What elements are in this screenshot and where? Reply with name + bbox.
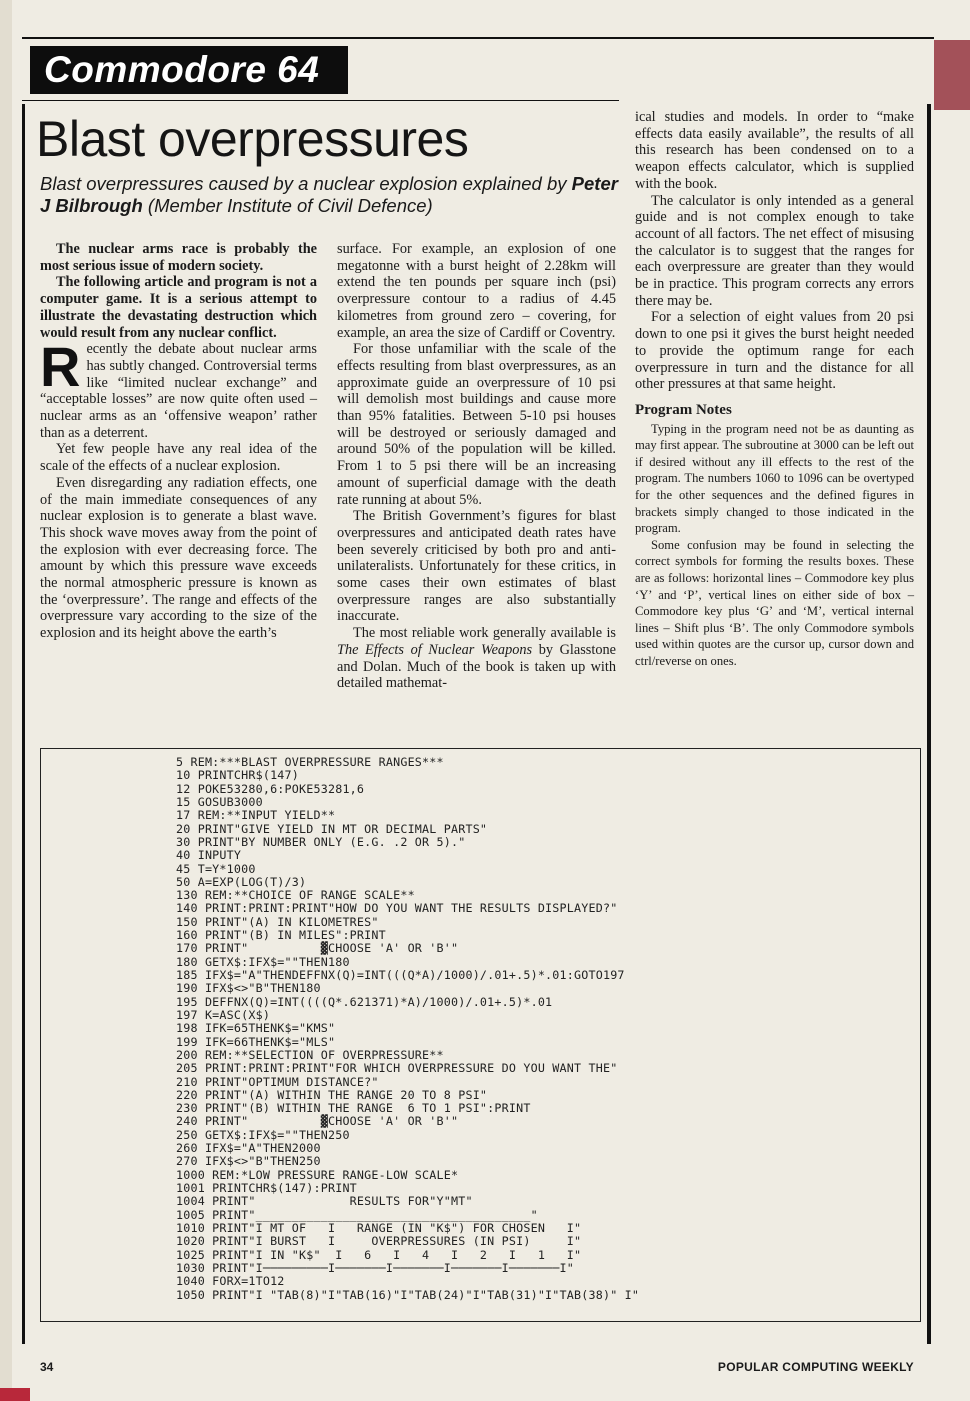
standfirst-text: Blast overpressures caused by a nuclear explosion explained by bbox=[40, 173, 567, 194]
listing-line: 197 K=ASC(X$) bbox=[176, 1007, 271, 1022]
program-listing bbox=[176, 756, 639, 1302]
listing-line: 140 PRINT:PRINT:PRINT"HOW DO YOU WANT THE RESULTS DISPLAYED?" bbox=[176, 901, 618, 916]
listing-line: 198 IFK=65THENK$="KMS" bbox=[176, 1021, 336, 1036]
listing-line: 180 GETX$:IFX$=""THEN180 bbox=[176, 954, 350, 969]
listing-line: 20 PRINT"GIVE YIELD IN MT OR DECIMAL PARTS" bbox=[176, 821, 488, 836]
listing-line: 220 PRINT"(A) WITHIN THE RANGE 20 TO 8 PSI" bbox=[176, 1087, 488, 1102]
listing-line: 270 IFX$<>"B"THEN250 bbox=[176, 1154, 321, 1169]
listing-line: 1025 PRINT"I IN "K$" I 6 I 4 I 2 I 1 I" bbox=[176, 1247, 582, 1262]
body-paragraph: The British Government’s figures for blast overpressures and anticipated death rates have been severely criticised by both pro and anti-unilateralists. Unfortunately for these critics, in some cases their own estimates of blast overpressure ranges are also substantially inaccurate. bbox=[337, 508, 616, 625]
body-paragraph: For a selection of eight values from 20 psi down to one psi it gives the burst height needed to provide the optimum range for each overpressure in turn and the distance for all other pressures at that same height. bbox=[635, 309, 914, 393]
book-title: The Effects of Nuclear Weapons bbox=[337, 641, 533, 658]
listing-line: 50 A=EXP(LOG(T)/3) bbox=[176, 874, 307, 889]
listing-line: 1040 FORX=1TO12 bbox=[176, 1274, 285, 1289]
listing-line: 195 DEFFNX(Q)=INT((((Q*.621371)*A)/1000)/.01+.5)*.01 bbox=[176, 994, 553, 1009]
page-number: 34 bbox=[40, 1360, 54, 1374]
notes-paragraph: Typing in the program need not be as daunting as may first appear. The subroutine at 3000 can be left out if desired without any ill effects to the rest of the program. The numbers 1060 to 1096 can be overtyped for the other sequences and the defined figures in brackets simply changed to those indicated in the program. bbox=[635, 421, 914, 536]
page-edge bbox=[0, 0, 12, 1401]
lead-paragraph: The nuclear arms race is probably the most serious issue of modern society. bbox=[40, 241, 317, 274]
article-column-2 bbox=[337, 241, 616, 692]
body-paragraph: The calculator is only intended as a general guide and is not complex enough to take account of all factors. The net effect of misusing the calculator is to suggest that the ranges for each overpressure are greater than they would be in practice. This program corrects any errors there may be. bbox=[635, 192, 914, 309]
listing-line: 5 REM:***BLAST OVERPRESSURE RANGES*** bbox=[176, 755, 444, 769]
body-paragraph: Even disregarding any radiation effects, one of the main immediate consequences of any nuclear explosion is to generate a blast wave. This shock wave moves away from the point of the explosion with ever decreasing force. The amount by which this pressure wave exceeds the normal atmospheric pressure is known as the ‘overpressure’. The range and effects of the overpressure vary according to the size of the explosion and its height above the earth’s bbox=[40, 474, 317, 642]
lead-paragraph: The following article and program is not a computer game. It is a serious attempt to illustrate the devastating destruction which would result from any nuclear conflict. bbox=[40, 274, 317, 341]
listing-line: 130 REM:**CHOICE OF RANGE SCALE** bbox=[176, 888, 415, 903]
listing-line: 1005 PRINT"______________________________________" bbox=[176, 1207, 538, 1222]
author-affiliation: (Member Institute of Civil Defence) bbox=[147, 195, 433, 216]
top-rule bbox=[22, 37, 934, 39]
adjacent-page-bleed bbox=[934, 40, 970, 110]
listing-line: 1010 PRINT"I MT OF I RANGE (IN "K$") FOR CHOSEN I" bbox=[176, 1220, 582, 1235]
listing-line: 12 POKE53280,6:POKE53281,6 bbox=[176, 781, 365, 796]
body-text: The most reliable work generally available is bbox=[353, 625, 616, 642]
listing-line: 10 PRINTCHR$(147) bbox=[176, 768, 300, 783]
body-paragraph bbox=[337, 625, 616, 692]
body-paragraph: For those unfamiliar with the scale of the effects resulting from blast overpressures, as an approximate guide an overpressure of 10 psi will demolish most buildings and cause more than 95% fatalities. Between 5-10 psi houses will be destroyed or seriously damaged and around 50% of the population will be killed. From 1 to 5 psi there will be an increasing amount of superficial damage with the death rate running at about 5%. bbox=[337, 341, 616, 508]
listing-line: 190 IFX$<>"B"THEN180 bbox=[176, 981, 321, 996]
listing-line: 1000 REM:*LOW PRESSURE RANGE-LOW SCALE* bbox=[176, 1167, 459, 1182]
listing-line: 40 INPUTY bbox=[176, 848, 242, 863]
listing-line: 160 PRINT"(B) IN MILES":PRINT bbox=[176, 928, 386, 943]
article-column-3 bbox=[635, 109, 914, 670]
program-notes bbox=[635, 421, 914, 670]
listing-line: 240 PRINT" ▓CHOOSE 'A' OR 'B'" bbox=[176, 1114, 459, 1129]
body-paragraph: ical studies and models. In order to “make effects data easily available”, the results of all this research has been condensed on to a weapon effects calculator, which is supplied with the book. bbox=[635, 109, 914, 192]
drop-cap: R bbox=[40, 335, 81, 399]
author-name: Peter J Bilbrough bbox=[40, 173, 618, 216]
article-column-1 bbox=[40, 241, 317, 642]
listing-line: 15 GOSUB3000 bbox=[176, 794, 263, 809]
body-paragraph: Yet few people have any real idea of the scale of the effects of a nuclear explosion. bbox=[40, 441, 317, 475]
listing-line: 1020 PRINT"I BURST I OVERPRESSURES (IN PSI) I" bbox=[176, 1234, 582, 1249]
listing-line: 205 PRINT:PRINT:PRINT"FOR WHICH OVERPRESSURE DO YOU WANT THE" bbox=[176, 1061, 618, 1076]
listing-line: 200 REM:**SELECTION OF OVERPRESSURE** bbox=[176, 1047, 444, 1062]
listing-line: 30 PRINT"BY NUMBER ONLY (E.G. .2 OR 5)." bbox=[176, 834, 466, 849]
listing-line: 1050 PRINT"I "TAB(8)"I"TAB(16)"I"TAB(24)"I"TAB(31)"I"TAB(38)" I" bbox=[176, 1287, 640, 1302]
body-paragraph bbox=[40, 335, 317, 441]
article-rule bbox=[22, 100, 619, 101]
body-paragraph: surface. For example, an explosion of one megatonne with a burst height of 2.28km will extend the ten pounds per square inch (psi) overpressure contour to a radius of 4.45 kilometres from ground zero – covering, for example, an area the size of Cardiff or Coventry. bbox=[337, 241, 616, 341]
left-border-bar bbox=[22, 104, 25, 1344]
headline: Blast overpressures bbox=[36, 111, 469, 167]
magazine-name: POPULAR COMPUTING WEEKLY bbox=[717, 1360, 914, 1374]
body-text: ecently the debate about nuclear arms has subtly changed. Controversial terms like “limited nuclear exchange” and “acceptable losses” are now quite often used – nuclear arms as an ‘offensive weapon’ rather than as a deterrent. bbox=[40, 341, 317, 441]
listing-line: 150 PRINT"(A) IN KILOMETRES" bbox=[176, 914, 379, 929]
listing-line: 1030 PRINT"I─────────I───────I───────I───────I───────I" bbox=[176, 1260, 575, 1275]
section-banner: Commodore 64 bbox=[30, 46, 348, 94]
right-border-bar bbox=[927, 104, 931, 1344]
listing-line: 199 IFK=66THENK$="MLS" bbox=[176, 1034, 336, 1049]
listing-line: 45 T=Y*1000 bbox=[176, 861, 256, 876]
listing-line: 170 PRINT" ▓CHOOSE 'A' OR 'B'" bbox=[176, 941, 459, 956]
notes-paragraph: Some confusion may be found in selecting the correct symbols for forming the results boxes. These are as follows: horizontal lines – Commodore key plus ‘Y’ and ‘P’, vertical lines on either side of box – Commodore key plus ‘G’ and ‘M’, vertical internal lines – Shift plus ‘B’. The only Commodore symbols used within quotes are the cursor up, cursor down and ctrl/reverse on ones. bbox=[635, 537, 914, 668]
listing-line: 1004 PRINT" RESULTS FOR"Y"MT" bbox=[176, 1194, 473, 1209]
listing-line: 230 PRINT"(B) WITHIN THE RANGE 6 TO 1 PSI":PRINT bbox=[176, 1101, 531, 1116]
standfirst bbox=[40, 173, 630, 217]
listing-line: 1001 PRINTCHR$(147):PRINT bbox=[176, 1181, 357, 1195]
body-text: by Glasstone and Dolan. Much of the book is taken up with detailed mathemat- bbox=[337, 641, 616, 692]
listing-line: 250 GETX$:IFX$=""THEN250 bbox=[176, 1127, 350, 1142]
listing-line: 210 PRINT"OPTIMUM DISTANCE?" bbox=[176, 1074, 379, 1089]
listing-line: 17 REM:**INPUT YIELD** bbox=[176, 808, 336, 823]
listing-line: 260 IFX$="A"THEN2000 bbox=[176, 1141, 321, 1156]
corner-tab bbox=[0, 1388, 30, 1401]
program-listing-box bbox=[40, 748, 921, 1322]
program-notes-heading: Program Notes bbox=[635, 401, 732, 418]
listing-line: 185 IFX$="A"THENDEFFNX(Q)=INT(((Q*A)/1000)/.01+.5)*.01:GOTO197 bbox=[176, 968, 625, 982]
